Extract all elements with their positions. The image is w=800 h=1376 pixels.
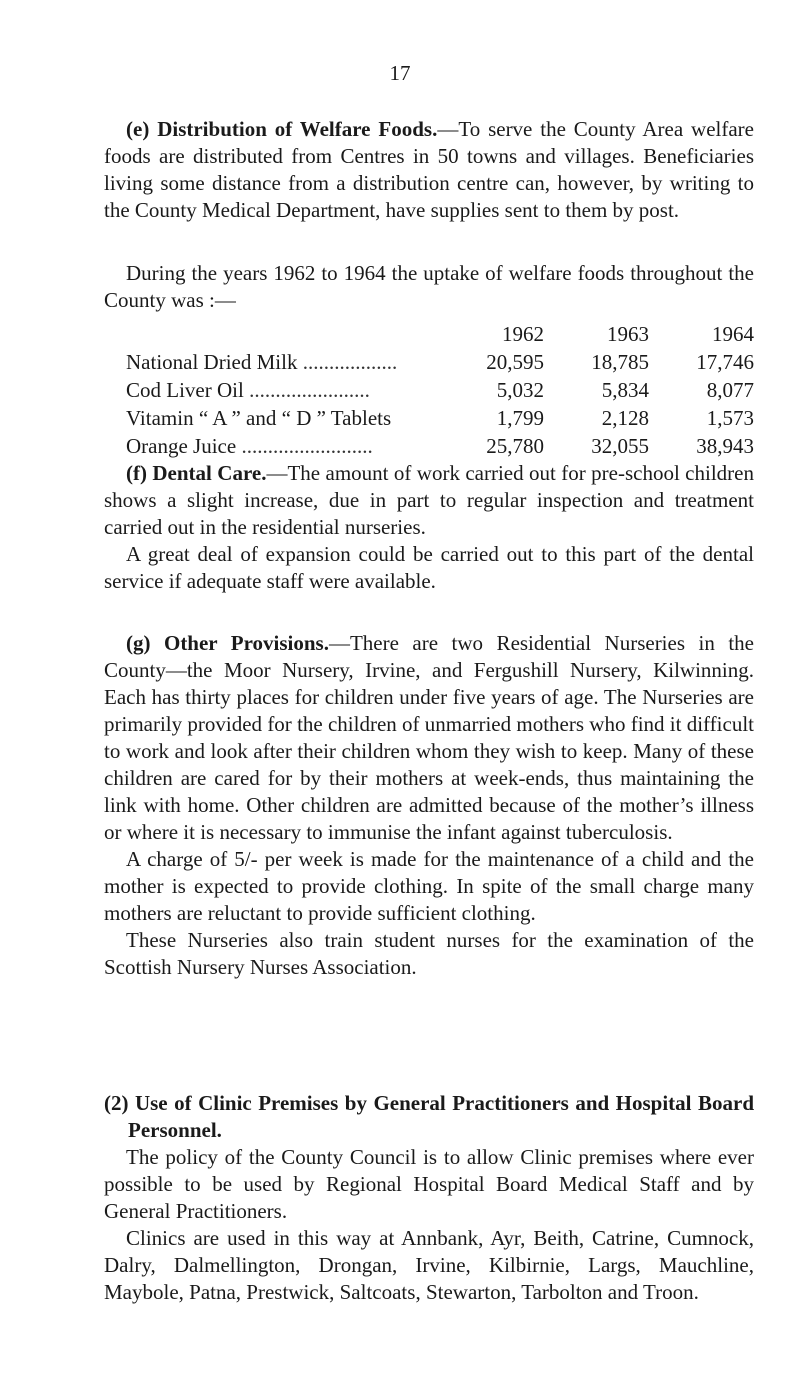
table-row xyxy=(126,404,754,432)
welfare-uptake-intro: During the years 1962 to 1964 the uptake of welfare foods throughout the County was :— xyxy=(104,261,754,312)
clinic-premises-paragraph-1: The policy of the County Council is to allow Clinic premises where ever possible to be used by Regional Hospital Board Medical Staff and by General Practitioners. xyxy=(104,1145,754,1223)
section-dental-care xyxy=(104,460,754,595)
table-cell: 1,573 xyxy=(706,405,754,430)
section-clinic-premises xyxy=(104,1090,754,1306)
welfare-table-wrap xyxy=(104,320,754,460)
other-provisions-text: —There are two Residential Nurseries in the County—the Moor Nursery, Irvine, and Fergushill Nursery, Kilwinning. Each has thirty places for children under five years of age. The Nurseries are primarily provided for the children of unmarried mothers who find it difficult to work and look after their children whom they wish to keep. Many of these children are cared for by their mothers at week-ends, thus maintaining the link with home. Other children are admitted because of the mother’s illness or where it is necessary to immunise the infant against tuberculosis. xyxy=(104,631,754,844)
dental-care-text: —The amount of work carried out for pre-school children shows a slight increase, due in part to regular inspection and treatment carried out in the residential nurseries. xyxy=(104,461,754,539)
table-cell: 2,128 xyxy=(601,405,649,430)
other-provisions-paragraph xyxy=(104,630,754,846)
table-cell: 38,943 xyxy=(696,433,754,458)
table-row xyxy=(126,432,754,460)
page-number: 17 xyxy=(389,61,411,85)
table-cell: 17,746 xyxy=(696,349,754,374)
leader-dots: ....................... xyxy=(243,377,370,402)
table-cell: 5,834 xyxy=(601,377,649,402)
table-cell: 20,595 xyxy=(486,349,544,374)
leader-dots: ......................... xyxy=(236,433,373,458)
table-cell: 1,799 xyxy=(496,405,544,430)
welfare-foods-heading: (e) Distribution of Welfare Foods. xyxy=(126,117,438,141)
welfare-foods-text: —To serve the County Area welfare foods are distributed from Centres in 50 towns and villages. Beneficiaries living some distance from a distribution centre can, however, by writing to the County Medical Department, have supplies sent to them by post. xyxy=(104,117,754,222)
row-label: Cod Liver Oil xyxy=(126,377,244,402)
year-header: 1962 xyxy=(502,321,544,346)
table-cell: 5,032 xyxy=(496,377,544,402)
dental-care-paragraph xyxy=(104,460,754,541)
welfare-foods-table xyxy=(126,320,754,460)
welfare-foods-paragraph xyxy=(104,116,754,224)
row-label: National Dried Milk xyxy=(126,349,298,374)
table-cell: 18,785 xyxy=(591,349,649,374)
other-provisions-paragraph-2: A charge of 5/- per week is made for the maintenance of a child and the mother is expected to provide clothing. In spite of the small charge many mothers are reluctant to provide sufficient clothing. xyxy=(104,847,754,925)
year-header: 1964 xyxy=(712,321,754,346)
row-label: Orange Juice xyxy=(126,433,237,458)
dental-care-heading: (f) Dental Care. xyxy=(126,461,267,485)
table-row xyxy=(126,376,754,404)
dental-care-paragraph-2: A great deal of expansion could be carried out to this part of the dental service if adequate staff were available. xyxy=(104,542,754,593)
leader-dots: .................. xyxy=(297,349,398,374)
table-cell: 25,780 xyxy=(486,433,544,458)
table-header-row xyxy=(126,320,754,348)
clinic-premises-heading: (2) Use of Clinic Premises by General Practitioners and Hospital Board Personnel. xyxy=(104,1091,754,1142)
table-cell: 8,077 xyxy=(706,377,754,402)
section-other-provisions xyxy=(104,630,754,981)
clinic-premises-paragraph-2: Clinics are used in this way at Annbank, Ayr, Beith, Catrine, Cumnock, Dalry, Dalmellington, Drongan, Irvine, Kilbirnie, Largs, Mauchline, Maybole, Patna, Prestwick, Saltcoats, Stewarton, Tarbolton and Troon. xyxy=(104,1226,754,1304)
other-provisions-heading: (g) Other Provisions. xyxy=(126,631,329,655)
table-cell: 32,055 xyxy=(591,433,649,458)
other-provisions-paragraph-3: These Nurseries also train student nurses for the examination of the Scottish Nursery Nurses Association. xyxy=(104,928,754,979)
section-welfare-foods xyxy=(104,116,754,224)
table-row xyxy=(126,348,754,376)
section-welfare-intro xyxy=(104,260,754,314)
row-label: Vitamin “ A ” and “ D ” Tablets xyxy=(126,405,392,430)
year-header: 1963 xyxy=(607,321,649,346)
